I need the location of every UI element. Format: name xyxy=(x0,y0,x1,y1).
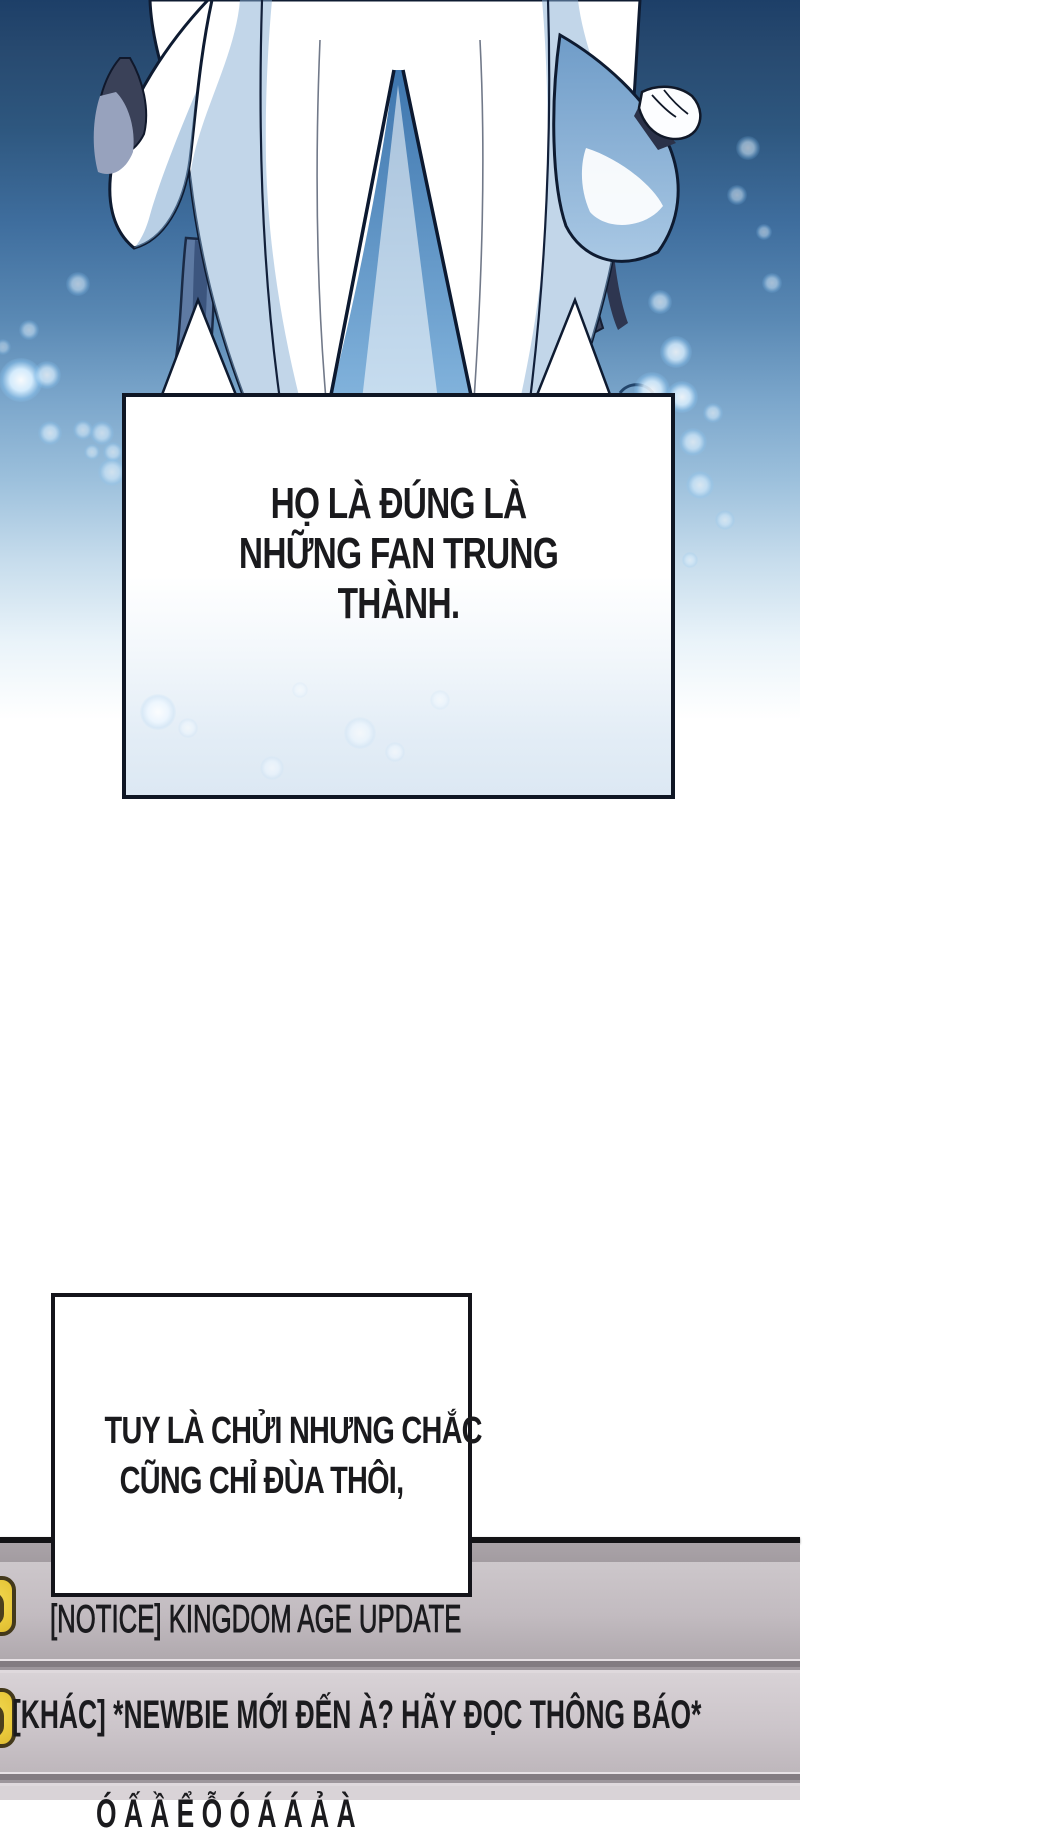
sparkle xyxy=(140,694,176,730)
sparkle xyxy=(260,756,284,780)
speech-line: TUY LÀ CHỬI NHƯNG CHẮC xyxy=(104,1410,482,1452)
notice-row-1-label: [NOTICE] KINGDOM AGE UPDATE xyxy=(50,1598,462,1641)
speech-text-2 xyxy=(55,1297,482,1506)
sparkle xyxy=(292,682,308,698)
panel-divider xyxy=(0,1772,800,1786)
sparkle xyxy=(385,742,405,762)
robed-figure-illustration xyxy=(0,0,800,430)
panel-divider xyxy=(0,1659,800,1673)
notice-row-3-label-clipped: Ó Ấ Ầ Ể Ỗ Ó Á Á Ả À xyxy=(96,1792,356,1836)
notice-row-2[interactable] xyxy=(0,1673,800,1772)
speech-line: CŨNG CHỈ ĐÙA THÔI, xyxy=(119,1460,404,1502)
announcement-badge-icon xyxy=(0,1576,16,1636)
speech-line: HỌ LÀ ĐÚNG LÀ xyxy=(270,479,527,528)
speech-box-2 xyxy=(51,1293,482,1597)
hem-arc xyxy=(620,385,653,393)
sparkle xyxy=(430,690,450,710)
notice-row-3-partial[interactable] xyxy=(0,1786,800,1836)
speech-line: THÀNH. xyxy=(337,579,460,628)
sparkle xyxy=(344,717,376,749)
speech-box-1 xyxy=(122,393,675,799)
speech-line: NHỮNG FAN TRUNG xyxy=(238,529,559,578)
sparkle xyxy=(178,718,198,738)
notice-row-2-label: [KHÁC] *NEWBIE MỚI ĐẾN À? HÃY ĐỌC THÔNG BÁO* xyxy=(12,1693,702,1737)
